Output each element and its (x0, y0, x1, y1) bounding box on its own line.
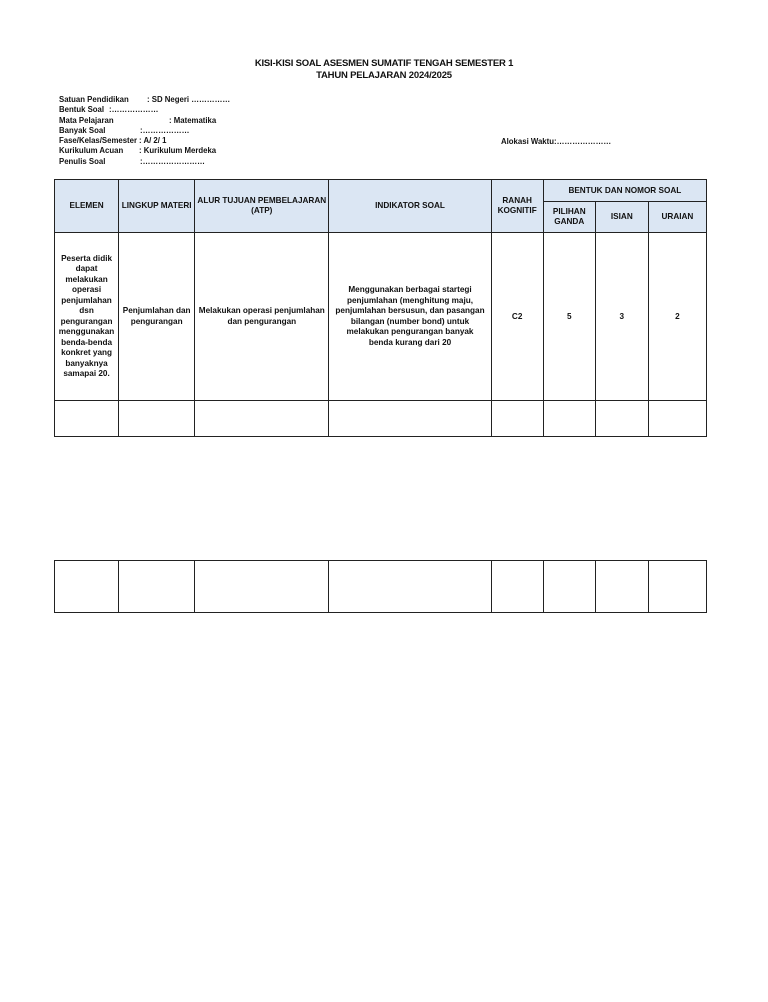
empty-cell (595, 561, 648, 613)
empty-cell (543, 561, 595, 613)
cell-indikator-soal: Menggunakan berbagai startegi penjumlahan (menghitung maju, penjumlahan bersusun, dan pasangan bilangan (number bond) untuk melakukan pengurangan banyak benda kurang dari 20 (329, 233, 491, 401)
cell-atp: Melakukan operasi penjumlahan dan pengurangan (195, 233, 329, 401)
header-atp: ALUR TUJUAN PEMBELAJARAN (ATP) (195, 180, 329, 233)
header-elemen: ELEMEN (55, 180, 119, 233)
meta-label: Banyak Soal (59, 125, 106, 135)
empty-cell (329, 561, 491, 613)
table-row-empty (55, 401, 707, 437)
document-subtitle: TAHUN PELAJARAN 2024/2025 (316, 70, 452, 81)
empty-cell (648, 401, 706, 437)
cell-elemen: Peserta didik dapat melakukan operasi penjumlahan dsn pengurangan menggunakan benda-benda konkret yang banyaknya samapai 20. (55, 233, 119, 401)
meta-value: :……………… (109, 105, 159, 115)
header-lingkup-materi: LINGKUP MATERI (119, 180, 195, 233)
empty-cell (195, 401, 329, 437)
cell-isian: 3 (595, 233, 648, 401)
meta-label: Fase/Kelas/Semester (59, 136, 138, 146)
kisi-kisi-table (54, 179, 707, 437)
meta-value: :…………………… (140, 156, 205, 166)
empty-cell (491, 561, 543, 613)
empty-cell (595, 401, 648, 437)
empty-cell (543, 401, 595, 437)
meta-label: Mata Pelajaran (59, 115, 114, 125)
meta-label: Kurikulum Acuan (59, 146, 124, 156)
meta-label: Satuan Pendidikan (59, 95, 129, 104)
cell-pilihan-ganda: 5 (543, 233, 595, 401)
meta-value: :……………… (140, 125, 190, 135)
header-ranah-kognitif: RANAH KOGNITIF (491, 180, 543, 233)
header-indikator-soal: INDIKATOR SOAL (329, 180, 491, 233)
meta-value: : Matematika (169, 115, 217, 125)
empty-cell (119, 401, 195, 437)
header-bentuk-nomor-soal: BENTUK DAN NOMOR SOAL (543, 180, 706, 202)
continuation-table (54, 560, 707, 613)
empty-cell (119, 561, 195, 613)
empty-cell (491, 401, 543, 437)
table-row-empty (55, 561, 707, 613)
meta-value: : SD Negeri …………… (147, 95, 231, 104)
table-row (55, 233, 707, 401)
meta-label: Penulis Soal (59, 156, 106, 166)
empty-cell (55, 401, 119, 437)
empty-cell (55, 561, 119, 613)
document-title: KISI-KISI SOAL ASESMEN SUMATIF TENGAH SEMESTER 1 (254, 58, 514, 69)
empty-cell (329, 401, 491, 437)
alokasi-waktu: Alokasi Waktu:………………… (501, 137, 612, 146)
empty-cell (195, 561, 329, 613)
header-uraian: URAIAN (648, 202, 706, 233)
header-pilihan-ganda: PILIHAN GANDA (543, 202, 595, 233)
cell-ranah-kognitif: C2 (491, 233, 543, 401)
cell-lingkup-materi: Penjumlahan dan pengurangan (119, 233, 195, 401)
cell-uraian: 2 (648, 233, 706, 401)
meta-value: : Kurikulum Merdeka (139, 146, 217, 156)
meta-value: : A/ 2/ 1 (139, 136, 167, 146)
header-isian: ISIAN (595, 202, 648, 233)
empty-cell (648, 561, 706, 613)
meta-label: Bentuk Soal (59, 105, 105, 115)
